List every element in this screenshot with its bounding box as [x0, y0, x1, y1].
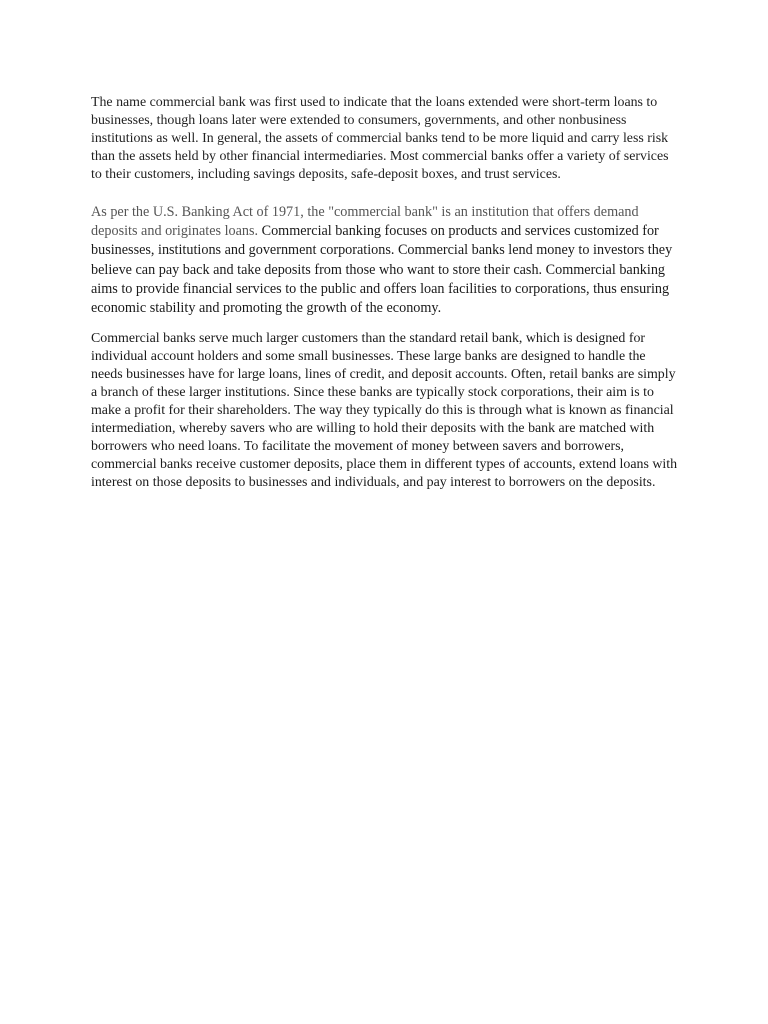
commercial-banking-focus: Commercial banking focuses on products and services customized for businesses, institutions and government corporations. Commercial banks lend money to investors they believe can pay back and take deposits from those who want to store their cash. Commercial banking aims to provide financial services to the public and offers loan facilities to corporations, thus ensuring economic stability and promoting the growth of the economy. [91, 223, 673, 317]
paragraph-banking-act [91, 203, 680, 318]
paragraph-larger-customers: Commercial banks serve much larger customers than the standard retail bank, which is designed for individual account holders and some small businesses. These large banks are designed to handle the needs businesses have for large loans, lines of credit, and deposit accounts. Often, retail banks are simply a branch of these larger institutions. Since these banks are typically stock corporations, their aim is to make a profit for their shareholders. The way they typically do this is through what is known as financial intermediation, whereby savers who are willing to hold their deposits with the bank are matched with borrowers who need loans. To facilitate the movement of money between savers and borrowers, commercial banks receive customer deposits, place them in different types of accounts, extend loans with interest on those deposits to businesses and individuals, and pay interest to borrowers on the deposits. [91, 331, 678, 491]
banking-act-definition: As per the U.S. Banking Act of 1971, the "commercial bank" is an institution that offers demand deposits and originates loans. [91, 204, 639, 240]
paragraph-origin-of-name: The name commercial bank was first used to indicate that the loans extended were short-term loans to businesses, though loans later were extended to consumers, governments, and other nonbusiness institutions as well. In general, the assets of commercial banks tend to be more liquid and carry less risk than the assets held by other financial intermediaries. Most commercial banks offer a variety of services to their customers, including savings deposits, safe-deposit boxes, and trust services. [91, 95, 669, 182]
